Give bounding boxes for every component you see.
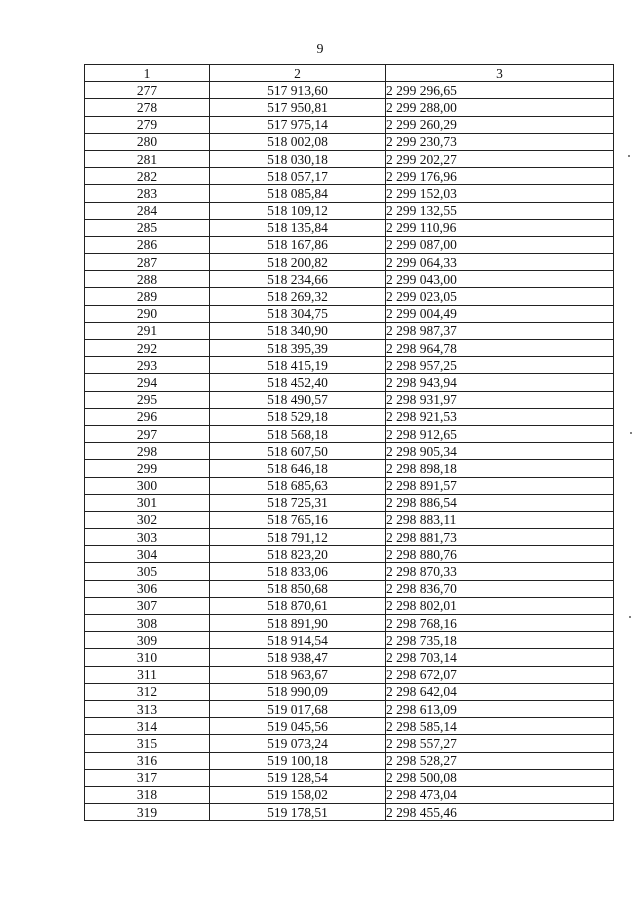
table-header-row (85, 65, 614, 82)
point-number-cell: 288 (85, 271, 210, 288)
table-row (85, 718, 614, 735)
point-number-cell: 316 (85, 752, 210, 769)
x-coordinate-cell: 518 646,18 (210, 460, 386, 477)
table-row (85, 219, 614, 236)
point-number-cell: 277 (85, 82, 210, 99)
x-coordinate-cell: 518 850,68 (210, 580, 386, 597)
y-coordinate-cell: 2 299 296,65 (386, 82, 614, 99)
point-number-cell: 280 (85, 133, 210, 150)
point-number-cell: 319 (85, 804, 210, 821)
y-coordinate-cell: 2 299 152,03 (386, 185, 614, 202)
point-number-cell: 313 (85, 700, 210, 717)
x-coordinate-cell: 519 128,54 (210, 769, 386, 786)
y-coordinate-cell: 2 298 891,57 (386, 477, 614, 494)
table-row (85, 116, 614, 133)
point-number-cell: 289 (85, 288, 210, 305)
table-row (85, 254, 614, 271)
table-row (85, 580, 614, 597)
table-row (85, 357, 614, 374)
point-number-cell: 293 (85, 357, 210, 374)
point-number-cell: 307 (85, 597, 210, 614)
y-coordinate-cell: 2 298 473,04 (386, 786, 614, 803)
point-number-cell: 286 (85, 236, 210, 253)
table-row (85, 133, 614, 150)
y-coordinate-cell: 2 298 455,46 (386, 804, 614, 821)
scan-speck (629, 616, 631, 618)
x-coordinate-cell: 518 568,18 (210, 425, 386, 442)
point-number-cell: 284 (85, 202, 210, 219)
x-coordinate-cell: 518 167,86 (210, 236, 386, 253)
x-coordinate-cell: 518 607,50 (210, 443, 386, 460)
table-row (85, 700, 614, 717)
point-number-cell: 314 (85, 718, 210, 735)
y-coordinate-cell: 2 298 735,18 (386, 632, 614, 649)
table-row (85, 305, 614, 322)
table-row (85, 99, 614, 116)
y-coordinate-cell: 2 298 557,27 (386, 735, 614, 752)
table-row (85, 804, 614, 821)
point-number-cell: 285 (85, 219, 210, 236)
x-coordinate-cell: 519 073,24 (210, 735, 386, 752)
point-number-cell: 297 (85, 425, 210, 442)
y-coordinate-cell: 2 298 898,18 (386, 460, 614, 477)
point-number-cell: 291 (85, 322, 210, 339)
column-header-y: 3 (386, 65, 614, 82)
point-number-cell: 290 (85, 305, 210, 322)
y-coordinate-cell: 2 298 931,97 (386, 391, 614, 408)
y-coordinate-cell: 2 298 768,16 (386, 615, 614, 632)
table-row (85, 563, 614, 580)
y-coordinate-cell: 2 299 004,49 (386, 305, 614, 322)
table-row (85, 443, 614, 460)
y-coordinate-cell: 2 299 110,96 (386, 219, 614, 236)
x-coordinate-cell: 518 870,61 (210, 597, 386, 614)
scan-speck (628, 155, 630, 157)
point-number-cell: 303 (85, 529, 210, 546)
x-coordinate-cell: 518 452,40 (210, 374, 386, 391)
point-number-cell: 318 (85, 786, 210, 803)
point-number-cell: 312 (85, 683, 210, 700)
point-number-cell: 292 (85, 340, 210, 357)
table-row (85, 374, 614, 391)
point-number-cell: 299 (85, 460, 210, 477)
table-row (85, 735, 614, 752)
table-row (85, 752, 614, 769)
x-coordinate-cell: 518 791,12 (210, 529, 386, 546)
y-coordinate-cell: 2 298 912,65 (386, 425, 614, 442)
table-row (85, 82, 614, 99)
x-coordinate-cell: 518 725,31 (210, 494, 386, 511)
y-coordinate-cell: 2 298 836,70 (386, 580, 614, 597)
x-coordinate-cell: 518 085,84 (210, 185, 386, 202)
point-number-cell: 315 (85, 735, 210, 752)
point-number-cell: 294 (85, 374, 210, 391)
y-coordinate-cell: 2 299 043,00 (386, 271, 614, 288)
table-row (85, 288, 614, 305)
page-number: 9 (316, 42, 324, 57)
table-row (85, 683, 614, 700)
y-coordinate-cell: 2 298 880,76 (386, 546, 614, 563)
point-number-cell: 278 (85, 99, 210, 116)
point-number-cell: 298 (85, 443, 210, 460)
table-row (85, 168, 614, 185)
y-coordinate-cell: 2 299 288,00 (386, 99, 614, 116)
x-coordinate-cell: 518 490,57 (210, 391, 386, 408)
point-number-cell: 306 (85, 580, 210, 597)
table-row (85, 786, 614, 803)
x-coordinate-cell: 519 017,68 (210, 700, 386, 717)
point-number-cell: 279 (85, 116, 210, 133)
x-coordinate-cell: 518 529,18 (210, 408, 386, 425)
y-coordinate-cell: 2 298 921,53 (386, 408, 614, 425)
point-number-cell: 300 (85, 477, 210, 494)
y-coordinate-cell: 2 298 613,09 (386, 700, 614, 717)
x-coordinate-cell: 518 963,67 (210, 666, 386, 683)
table-row (85, 408, 614, 425)
point-number-cell: 282 (85, 168, 210, 185)
x-coordinate-cell: 518 135,84 (210, 219, 386, 236)
table-row (85, 666, 614, 683)
coordinates-table (84, 64, 614, 821)
table-body (85, 82, 614, 821)
y-coordinate-cell: 2 299 064,33 (386, 254, 614, 271)
table-row (85, 150, 614, 167)
table-row (85, 391, 614, 408)
table-row (85, 322, 614, 339)
x-coordinate-cell: 519 158,02 (210, 786, 386, 803)
x-coordinate-cell: 518 109,12 (210, 202, 386, 219)
x-coordinate-cell: 518 269,32 (210, 288, 386, 305)
y-coordinate-cell: 2 298 957,25 (386, 357, 614, 374)
x-coordinate-cell: 518 057,17 (210, 168, 386, 185)
table-row (85, 649, 614, 666)
table-row (85, 460, 614, 477)
point-number-cell: 305 (85, 563, 210, 580)
table-row (85, 236, 614, 253)
x-coordinate-cell: 518 234,66 (210, 271, 386, 288)
x-coordinate-cell: 518 002,08 (210, 133, 386, 150)
table-row (85, 632, 614, 649)
scan-speck (630, 432, 632, 434)
y-coordinate-cell: 2 299 230,73 (386, 133, 614, 150)
x-coordinate-cell: 518 938,47 (210, 649, 386, 666)
point-number-cell: 317 (85, 769, 210, 786)
point-number-cell: 301 (85, 494, 210, 511)
table-row (85, 597, 614, 614)
table-row (85, 769, 614, 786)
x-coordinate-cell: 518 765,16 (210, 511, 386, 528)
column-header-point-number: 1 (85, 65, 210, 82)
x-coordinate-cell: 518 030,18 (210, 150, 386, 167)
y-coordinate-cell: 2 298 987,37 (386, 322, 614, 339)
y-coordinate-cell: 2 299 202,27 (386, 150, 614, 167)
point-number-cell: 296 (85, 408, 210, 425)
x-coordinate-cell: 517 975,14 (210, 116, 386, 133)
table-row (85, 271, 614, 288)
y-coordinate-cell: 2 298 964,78 (386, 340, 614, 357)
y-coordinate-cell: 2 298 500,08 (386, 769, 614, 786)
x-coordinate-cell: 518 823,20 (210, 546, 386, 563)
x-coordinate-cell: 519 045,56 (210, 718, 386, 735)
point-number-cell: 281 (85, 150, 210, 167)
x-coordinate-cell: 518 914,54 (210, 632, 386, 649)
x-coordinate-cell: 518 990,09 (210, 683, 386, 700)
y-coordinate-cell: 2 298 672,07 (386, 666, 614, 683)
y-coordinate-cell: 2 298 905,34 (386, 443, 614, 460)
table-row (85, 494, 614, 511)
x-coordinate-cell: 519 100,18 (210, 752, 386, 769)
table-row (85, 202, 614, 219)
table-row (85, 511, 614, 528)
x-coordinate-cell: 518 340,90 (210, 322, 386, 339)
point-number-cell: 311 (85, 666, 210, 683)
y-coordinate-cell: 2 298 870,33 (386, 563, 614, 580)
point-number-cell: 308 (85, 615, 210, 632)
x-coordinate-cell: 518 200,82 (210, 254, 386, 271)
point-number-cell: 287 (85, 254, 210, 271)
y-coordinate-cell: 2 298 585,14 (386, 718, 614, 735)
x-coordinate-cell: 518 891,90 (210, 615, 386, 632)
table-row (85, 529, 614, 546)
y-coordinate-cell: 2 298 886,54 (386, 494, 614, 511)
table-row (85, 425, 614, 442)
y-coordinate-cell: 2 298 528,27 (386, 752, 614, 769)
x-coordinate-cell: 518 395,39 (210, 340, 386, 357)
x-coordinate-cell: 517 913,60 (210, 82, 386, 99)
table-row (85, 185, 614, 202)
point-number-cell: 304 (85, 546, 210, 563)
y-coordinate-cell: 2 298 943,94 (386, 374, 614, 391)
table-row (85, 340, 614, 357)
y-coordinate-cell: 2 299 176,96 (386, 168, 614, 185)
x-coordinate-cell: 518 415,19 (210, 357, 386, 374)
x-coordinate-cell: 518 685,63 (210, 477, 386, 494)
y-coordinate-cell: 2 298 703,14 (386, 649, 614, 666)
point-number-cell: 310 (85, 649, 210, 666)
column-header-x: 2 (210, 65, 386, 82)
y-coordinate-cell: 2 299 132,55 (386, 202, 614, 219)
x-coordinate-cell: 519 178,51 (210, 804, 386, 821)
point-number-cell: 295 (85, 391, 210, 408)
y-coordinate-cell: 2 298 642,04 (386, 683, 614, 700)
table-row (85, 477, 614, 494)
x-coordinate-cell: 518 833,06 (210, 563, 386, 580)
y-coordinate-cell: 2 298 883,11 (386, 511, 614, 528)
y-coordinate-cell: 2 299 087,00 (386, 236, 614, 253)
table-row (85, 546, 614, 563)
point-number-cell: 309 (85, 632, 210, 649)
y-coordinate-cell: 2 298 881,73 (386, 529, 614, 546)
y-coordinate-cell: 2 299 260,29 (386, 116, 614, 133)
x-coordinate-cell: 518 304,75 (210, 305, 386, 322)
point-number-cell: 283 (85, 185, 210, 202)
table-row (85, 615, 614, 632)
point-number-cell: 302 (85, 511, 210, 528)
y-coordinate-cell: 2 299 023,05 (386, 288, 614, 305)
y-coordinate-cell: 2 298 802,01 (386, 597, 614, 614)
x-coordinate-cell: 517 950,81 (210, 99, 386, 116)
